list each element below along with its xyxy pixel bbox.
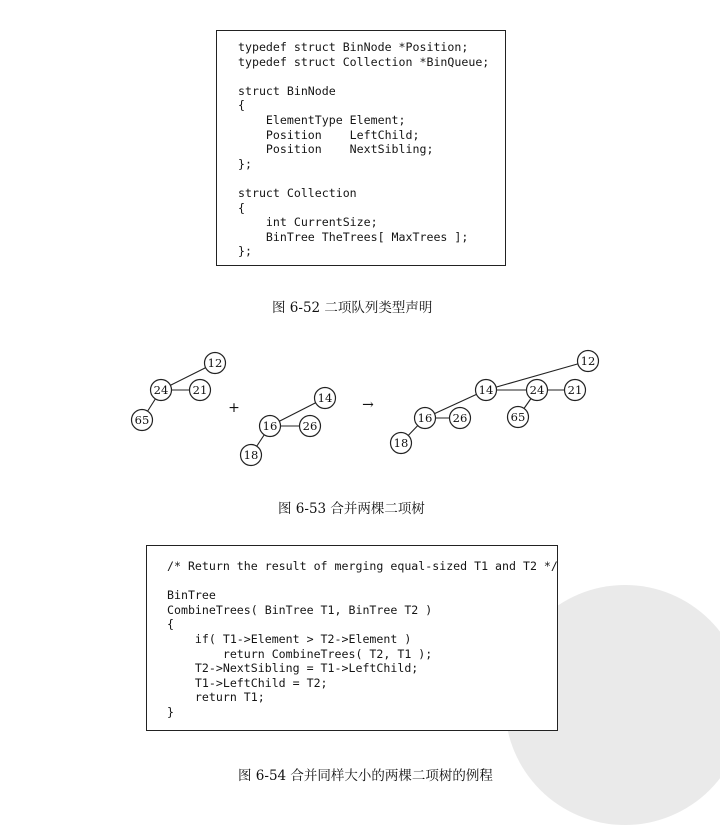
plus-symbol: + xyxy=(228,400,240,416)
tree-node xyxy=(476,380,497,401)
code-line: Position LeftChild; xyxy=(238,127,420,142)
tree-node xyxy=(315,388,336,409)
svg-text:65: 65 xyxy=(134,413,150,427)
svg-text:24: 24 xyxy=(529,383,545,397)
code-line: return CombineTrees( T2, T1 ); xyxy=(167,646,433,661)
svg-text:18: 18 xyxy=(243,448,259,462)
code-line: }; xyxy=(238,244,252,259)
tree-node xyxy=(205,353,226,374)
tree-node xyxy=(151,380,172,401)
svg-text:21: 21 xyxy=(567,383,583,397)
svg-text:65: 65 xyxy=(510,410,526,424)
svg-text:14: 14 xyxy=(478,383,494,397)
svg-text:18: 18 xyxy=(393,436,409,450)
code-line: } xyxy=(167,704,174,719)
code-line: typedef struct Collection *BinQueue; xyxy=(238,54,490,69)
code-line xyxy=(167,574,557,589)
svg-text:16: 16 xyxy=(262,419,278,433)
svg-text:26: 26 xyxy=(452,411,468,425)
tree-node xyxy=(565,380,586,401)
svg-text:14: 14 xyxy=(317,391,333,405)
tree-node xyxy=(450,408,471,429)
figure-caption-6-53: 图 6-53 合并两棵二项树 xyxy=(278,501,425,517)
code-line: { xyxy=(238,200,245,215)
code-line: if( T1->Element > T2->Element ) xyxy=(167,631,412,646)
code-line: BinTree xyxy=(167,588,216,603)
tree-node xyxy=(190,380,211,401)
code-line: BinTree TheTrees[ MaxTrees ]; xyxy=(238,229,469,244)
svg-text:24: 24 xyxy=(153,383,169,397)
code-line: /* Return the result of merging equal-sized T1 and T2 */ xyxy=(167,559,558,573)
tree-node xyxy=(415,408,436,429)
code-line: { xyxy=(238,98,245,113)
tree-node xyxy=(508,407,529,428)
code-line: int CurrentSize; xyxy=(238,215,378,230)
svg-text:21: 21 xyxy=(192,383,208,397)
svg-text:12: 12 xyxy=(580,354,596,368)
code-line: Position NextSibling; xyxy=(238,142,434,157)
tree-node xyxy=(241,445,262,466)
code-line: CombineTrees( BinTree T1, BinTree T2 ) xyxy=(167,602,433,617)
figure-caption-6-54: 图 6-54 合并同样大小的两棵二项树的例程 xyxy=(238,768,493,784)
code-line: struct BinNode xyxy=(238,83,336,98)
code-line: struct Collection xyxy=(238,185,357,200)
svg-text:12: 12 xyxy=(207,356,223,370)
code-line: { xyxy=(167,617,174,632)
tree-node xyxy=(132,410,153,431)
tree-node xyxy=(391,433,412,454)
tree-node xyxy=(578,351,599,372)
code-line: T2->NextSibling = T1->LeftChild; xyxy=(167,661,419,676)
tree-node xyxy=(527,380,548,401)
code-line: return T1; xyxy=(167,690,265,705)
code-line: T1->LeftChild = T2; xyxy=(167,675,328,690)
tree-node xyxy=(300,416,321,437)
svg-text:16: 16 xyxy=(417,411,433,425)
code-line: }; xyxy=(238,156,252,171)
code-box-combine-trees xyxy=(146,545,558,731)
figure-caption-6-52: 图 6-52 二项队列类型声明 xyxy=(272,300,433,316)
code-listing xyxy=(167,559,557,720)
arrow-symbol: → xyxy=(362,397,374,413)
tree-node xyxy=(260,416,281,437)
code-line: typedef struct BinNode *Position; xyxy=(238,40,469,54)
svg-text:26: 26 xyxy=(302,419,318,433)
code-line: ElementType Element; xyxy=(238,112,406,127)
